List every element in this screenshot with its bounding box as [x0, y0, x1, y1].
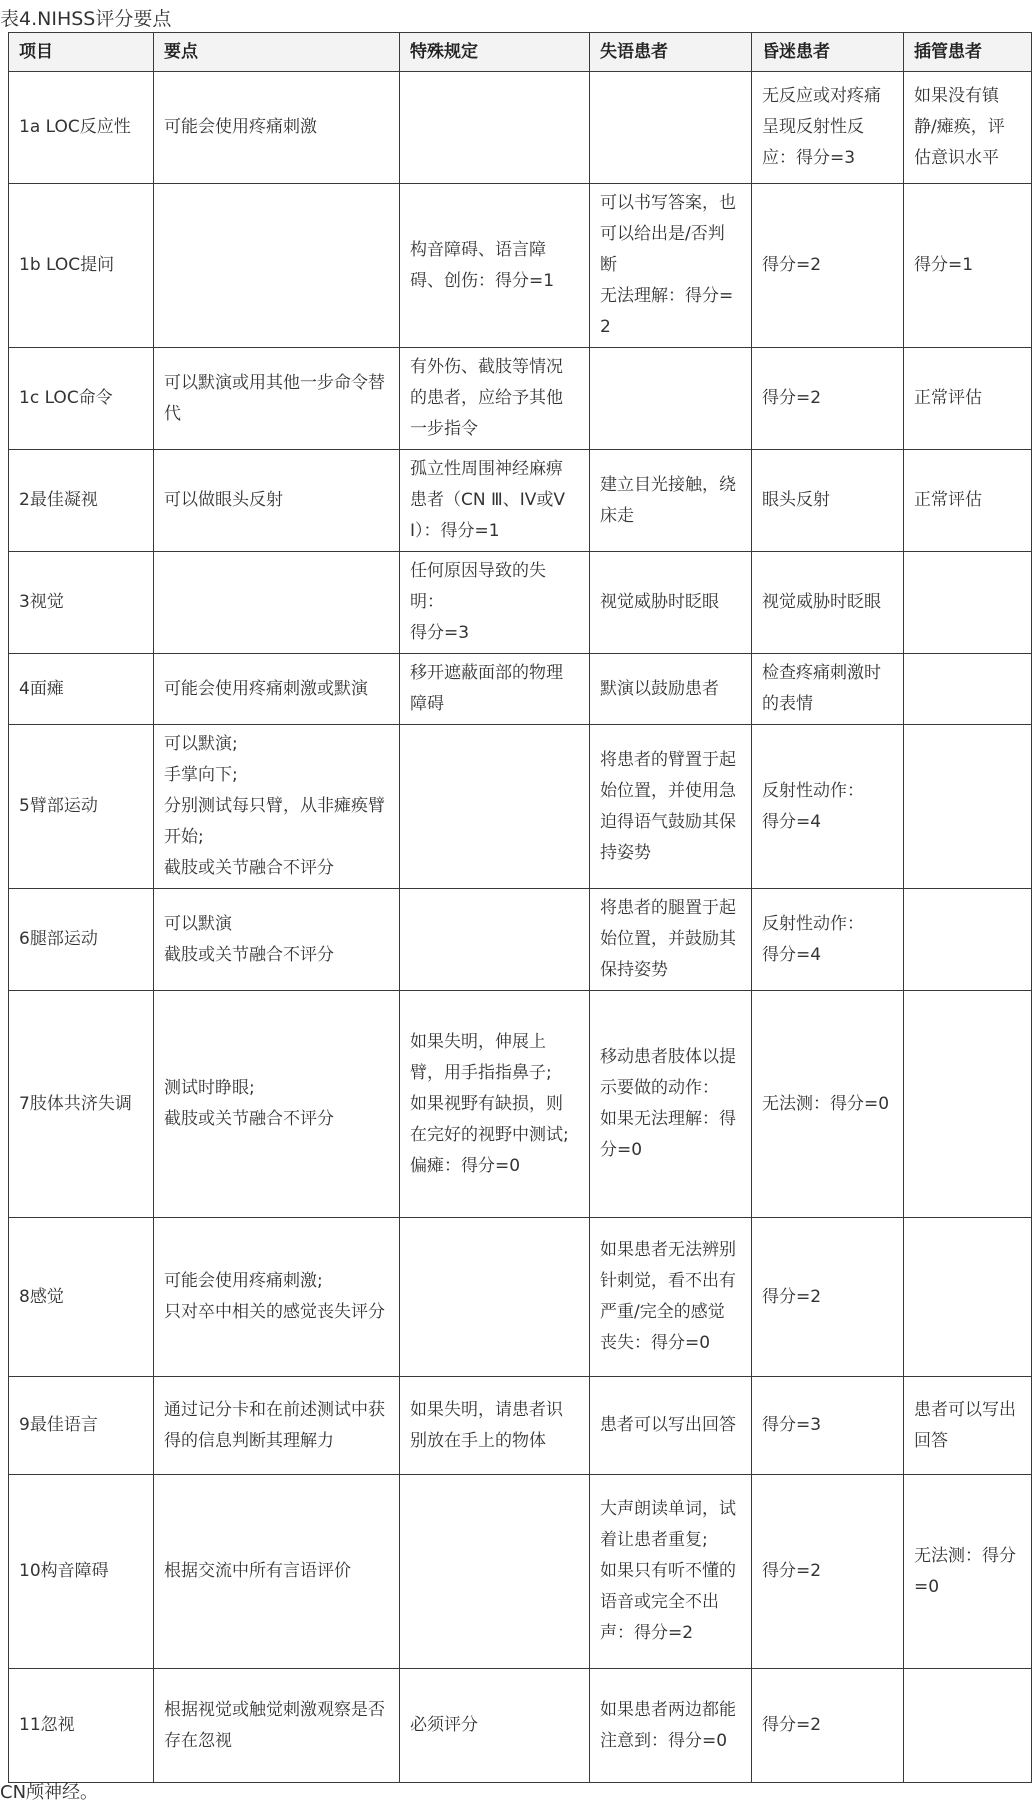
cell-aphasia: 默演以鼓励患者: [590, 654, 752, 725]
cell-coma: 得分=3: [752, 1377, 904, 1475]
cell-special-rules: 如果失明，伸展上臂，用手指指鼻子; 如果视野有缺损，则在完好的视野中测试; 偏瘫：得分=0: [400, 991, 590, 1218]
cell-special-rules: [400, 1218, 590, 1377]
cell-coma: 得分=2: [752, 1669, 904, 1783]
cell-item: 5臂部运动: [9, 725, 154, 889]
cell-key-points: 可以默演或用其他一步命令替代: [154, 348, 400, 450]
cell-aphasia: 如果患者无法辨别针刺觉，看不出有严重/完全的感觉丧失：得分=0: [590, 1218, 752, 1377]
header-special-rules: 特殊规定: [400, 33, 590, 72]
cell-key-points: 测试时睁眼; 截肢或关节融合不评分: [154, 991, 400, 1218]
cell-intubated: [904, 654, 1032, 725]
cell-special-rules: 必须评分: [400, 1669, 590, 1783]
cell-aphasia: 将患者的臂置于起始位置，并使用急迫得语气鼓励其保持姿势: [590, 725, 752, 889]
header-aphasia: 失语患者: [590, 33, 752, 72]
cell-item: 3视觉: [9, 552, 154, 654]
cell-intubated: [904, 889, 1032, 991]
cell-special-rules: [400, 889, 590, 991]
cell-aphasia: 患者可以写出回答: [590, 1377, 752, 1475]
table-row: [9, 450, 1032, 552]
table-body: [9, 72, 1032, 1783]
cell-key-points: 可能会使用疼痛刺激或默演: [154, 654, 400, 725]
table-row: [9, 72, 1032, 184]
cell-intubated: 患者可以写出回答: [904, 1377, 1032, 1475]
cell-item: 1c LOC命令: [9, 348, 154, 450]
table-row: [9, 348, 1032, 450]
table-row: [9, 1377, 1032, 1475]
cell-special-rules: [400, 1475, 590, 1669]
cell-item: 9最佳语言: [9, 1377, 154, 1475]
table-row: [9, 654, 1032, 725]
cell-key-points: 可以默演 截肢或关节融合不评分: [154, 889, 400, 991]
cell-special-rules: 移开遮蔽面部的物理障碍: [400, 654, 590, 725]
cell-special-rules: 有外伤、截肢等情况的患者，应给予其他一步指令: [400, 348, 590, 450]
cell-key-points: [154, 184, 400, 348]
cell-item: 11忽视: [9, 1669, 154, 1783]
cell-special-rules: 孤立性周围神经麻痹患者（CN Ⅲ、IV或VI）：得分=1: [400, 450, 590, 552]
cell-coma: 眼头反射: [752, 450, 904, 552]
cell-key-points: 通过记分卡和在前述测试中获得的信息判断其理解力: [154, 1377, 400, 1475]
table-row: [9, 552, 1032, 654]
cell-special-rules: 构音障碍、语言障碍、创伤：得分=1: [400, 184, 590, 348]
cell-aphasia: [590, 72, 752, 184]
cell-coma: 得分=2: [752, 1218, 904, 1377]
cell-intubated: 正常评估: [904, 450, 1032, 552]
cell-aphasia: [590, 348, 752, 450]
header-item: 项目: [9, 33, 154, 72]
cell-coma: 得分=2: [752, 184, 904, 348]
cell-coma: 无法测：得分=0: [752, 991, 904, 1218]
header-coma: 昏迷患者: [752, 33, 904, 72]
cell-aphasia: 可以书写答案，也可以给出是/否判断 无法理解：得分=2: [590, 184, 752, 348]
cell-special-rules: [400, 72, 590, 184]
table-row: [9, 991, 1032, 1218]
cell-key-points: 根据视觉或触觉刺激观察是否存在忽视: [154, 1669, 400, 1783]
footnote: CN颅神经。: [0, 1782, 99, 1803]
cell-aphasia: 如果患者两边都能注意到：得分=0: [590, 1669, 752, 1783]
cell-item: 6腿部运动: [9, 889, 154, 991]
cell-item: 1b LOC提问: [9, 184, 154, 348]
cell-intubated: [904, 725, 1032, 889]
cell-key-points: 可以默演; 手掌向下; 分别测试每只臂，从非瘫痪臂开始; 截肢或关节融合不评分: [154, 725, 400, 889]
cell-special-rules: [400, 725, 590, 889]
cell-intubated: [904, 1218, 1032, 1377]
cell-aphasia: 建立目光接触，绕床走: [590, 450, 752, 552]
cell-coma: 检查疼痛刺激时的表情: [752, 654, 904, 725]
table-row: [9, 725, 1032, 889]
cell-item: 2最佳凝视: [9, 450, 154, 552]
cell-aphasia: 大声朗读单词，试着让患者重复; 如果只有听不懂的语音或完全不出声：得分=2: [590, 1475, 752, 1669]
cell-key-points: [154, 552, 400, 654]
cell-coma: 视觉威胁时眨眼: [752, 552, 904, 654]
cell-aphasia: 视觉威胁时眨眼: [590, 552, 752, 654]
cell-special-rules: 如果失明，请患者识别放在手上的物体: [400, 1377, 590, 1475]
cell-item: 10构音障碍: [9, 1475, 154, 1669]
cell-intubated: [904, 552, 1032, 654]
table-row: [9, 1218, 1032, 1377]
header-intubated: 插管患者: [904, 33, 1032, 72]
cell-key-points: 可能会使用疼痛刺激: [154, 72, 400, 184]
cell-key-points: 根据交流中所有言语评价: [154, 1475, 400, 1669]
cell-item: 4面瘫: [9, 654, 154, 725]
cell-item: 8感觉: [9, 1218, 154, 1377]
cell-intubated: 如果没有镇静/瘫痪，评估意识水平: [904, 72, 1032, 184]
cell-intubated: [904, 991, 1032, 1218]
cell-coma: 无反应或对疼痛呈现反射性反应：得分=3: [752, 72, 904, 184]
cell-coma: 反射性动作： 得分=4: [752, 725, 904, 889]
table-row: [9, 1669, 1032, 1783]
header-row: [9, 33, 1032, 72]
table-row: [9, 889, 1032, 991]
cell-item: 1a LOC反应性: [9, 72, 154, 184]
cell-intubated: 无法测：得分=0: [904, 1475, 1032, 1669]
cell-coma: 得分=2: [752, 1475, 904, 1669]
cell-aphasia: 移动患者肢体以提示要做的动作： 如果无法理解：得分=0: [590, 991, 752, 1218]
cell-key-points: 可以做眼头反射: [154, 450, 400, 552]
cell-intubated: [904, 1669, 1032, 1783]
nihss-table: [8, 32, 1032, 1783]
cell-item: 7肢体共济失调: [9, 991, 154, 1218]
table-row: [9, 1475, 1032, 1669]
cell-coma: 得分=2: [752, 348, 904, 450]
cell-intubated: 得分=1: [904, 184, 1032, 348]
cell-key-points: 可能会使用疼痛刺激; 只对卒中相关的感觉丧失评分: [154, 1218, 400, 1377]
cell-intubated: 正常评估: [904, 348, 1032, 450]
cell-coma: 反射性动作： 得分=4: [752, 889, 904, 991]
table-caption: 表4.NIHSS评分要点: [0, 8, 172, 30]
table-row: [9, 184, 1032, 348]
cell-aphasia: 将患者的腿置于起始位置，并鼓励其保持姿势: [590, 889, 752, 991]
cell-special-rules: 任何原因导致的失明： 得分=3: [400, 552, 590, 654]
header-key-points: 要点: [154, 33, 400, 72]
